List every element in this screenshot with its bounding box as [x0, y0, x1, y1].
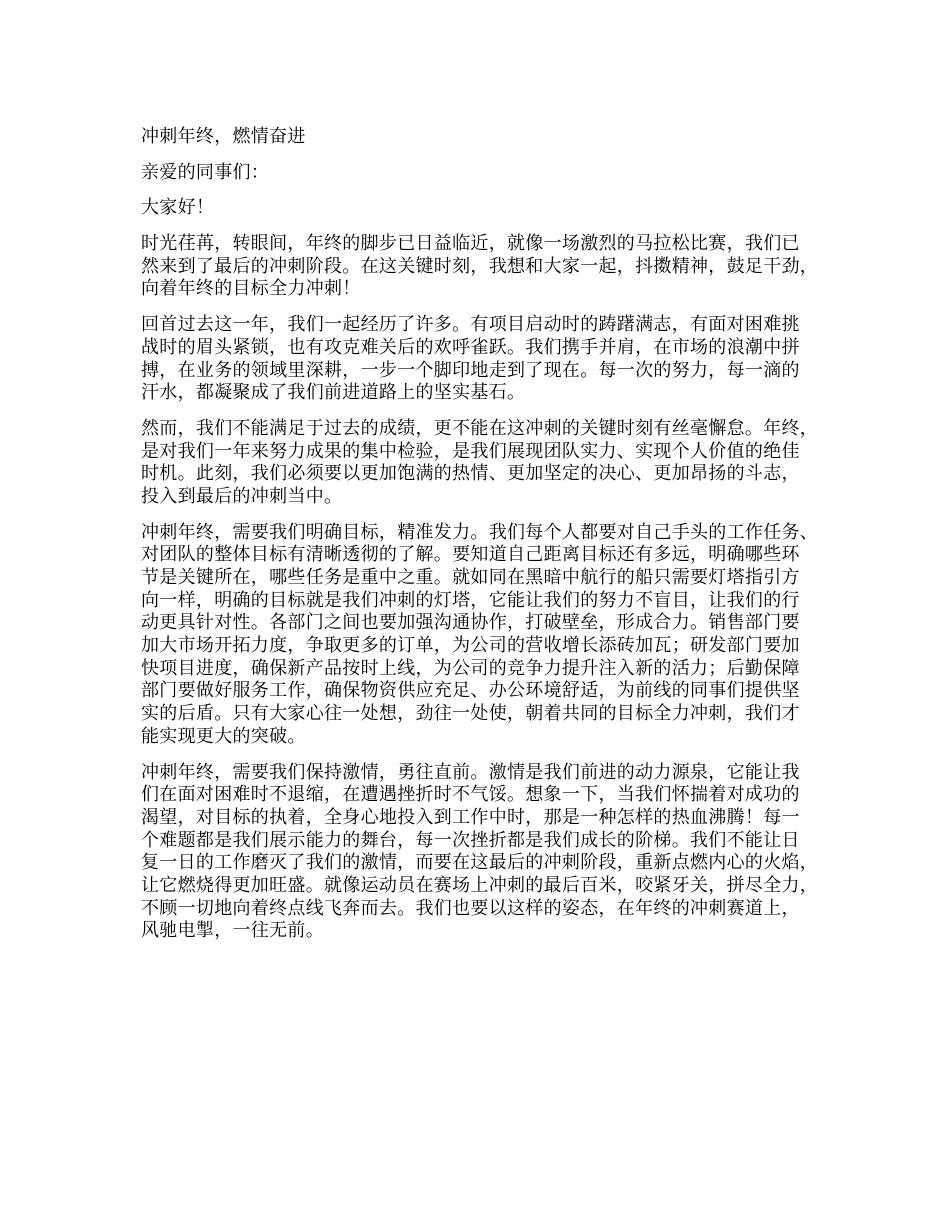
salutation	[141, 162, 841, 185]
document-body	[141, 126, 841, 956]
paragraph-line: 让它燃烧得更加旺盛。就像运动员在赛场上冲刺的最后百米，咬紧牙关，拼尽全力，	[141, 874, 819, 896]
paragraph-line: 们在面对困难时不退缩，在遭遇挫折时不气馁。想象一下，当我们怀揣着对成功的	[141, 784, 800, 806]
paragraph-line: 投入到最后的冲刺当中。	[141, 485, 343, 507]
paragraph-line: 搏，在业务的领域里深耕，一步一个脚印地走到了现在。每一次的努力，每一滴的	[141, 359, 800, 381]
paragraph-line: 复一日的工作磨灭了我们的激情，而要在这最后的冲刺阶段，重新点燃内心的火焰，	[141, 852, 819, 874]
paragraph-line: 向着年终的目标全力冲刺！	[141, 278, 361, 300]
paragraph	[141, 762, 841, 944]
paragraph	[141, 522, 841, 749]
greeting	[141, 197, 841, 220]
paragraph-line: 不顾一切地向着终点线飞奔而去。我们也要以这样的姿态，在年终的冲刺赛道上，	[141, 897, 800, 919]
paragraph-line: 风驰电掣，一往无前。	[141, 920, 324, 942]
paragraph	[141, 233, 841, 301]
paragraph-line: 然而，我们不能满足于过去的成绩，更不能在这冲刺的关键时刻有丝毫懈怠。年终，	[141, 417, 819, 439]
document-title	[141, 126, 841, 149]
paragraph-line: 动更具针对性。各部门之间也要加强沟通协作，打破壁垒，形成合力。销售部门要	[141, 612, 800, 634]
paragraph	[141, 418, 841, 509]
paragraph-line: 实的后盾。只有大家心往一处想，劲往一处使，朝着共同的目标全力冲刺，我们才	[141, 703, 800, 725]
paragraph-line: 能实现更大的突破。	[141, 725, 306, 747]
paragraph-line: 部门要做好服务工作，确保物资供应充足、办公环境舒适，为前线的同事们提供坚	[141, 680, 800, 702]
paragraph-line: 汗水，都凝聚成了我们前进道路上的坚实基石。	[141, 382, 526, 404]
paragraph-line: 时机。此刻，我们必须要以更加饱满的热情、更加坚定的决心、更加昂扬的斗志，	[141, 463, 800, 485]
paragraph-line: 是对我们一年来努力成果的集中检验，是我们展现团队实力、实现个人价值的绝佳	[141, 440, 800, 462]
paragraph-line: 向一样，明确的目标就是我们冲刺的灯塔，它能让我们的努力不盲目，让我们的行	[141, 589, 800, 611]
greeting-line: 大家好！	[141, 197, 215, 219]
paragraph-line: 对团队的整体目标有清晰透彻的了解。要知道自己距离目标还有多远，明确哪些环	[141, 544, 800, 566]
paragraph-line: 节是关键所在，哪些任务是重中之重。就如同在黑暗中航行的船只需要灯塔指引方	[141, 567, 800, 588]
title-line: 冲刺年终，燃情奋进	[141, 126, 306, 147]
paragraph-line: 快项目进度，确保新产品按时上线，为公司的竞争力提升注入新的活力；后勤保障	[141, 657, 800, 679]
paragraph-line: 回首过去这一年，我们一起经历了许多。有项目启动时的踌躇满志，有面对困难挑	[141, 314, 800, 336]
body-paragraphs	[141, 233, 841, 943]
paragraph-line: 时光荏苒，转眼间，年终的脚步已日益临近，就像一场激烈的马拉松比赛，我们已	[141, 233, 800, 255]
paragraph-line: 冲刺年终，需要我们明确目标，精准发力。我们每个人都要对自己手头的工作任务、	[141, 521, 819, 543]
salutation-line: 亲爱的同事们：	[141, 161, 270, 183]
paragraph-line: 然来到了最后的冲刺阶段。在这关键时刻，我想和大家一起，抖擞精神，鼓足干劲，	[141, 255, 819, 277]
paragraph-line: 渴望，对目标的执着，全身心地投入到工作中时，那是一种怎样的热血沸腾！每一	[141, 806, 800, 828]
paragraph-line: 冲刺年终，需要我们保持激情，勇往直前。激情是我们前进的动力源泉，它能让我	[141, 761, 800, 783]
paragraph-line: 加大市场开拓力度，争取更多的订单，为公司的营收增长添砖加瓦；研发部门要加	[141, 635, 800, 657]
paragraph-line: 战时的眉头紧锁，也有攻克难关后的欢呼雀跃。我们携手并肩，在市场的浪潮中拼	[141, 336, 800, 358]
paragraph	[141, 314, 841, 405]
paragraph-line: 个难题都是我们展示能力的舞台，每一次挫折都是我们成长的阶梯。我们不能让日	[141, 829, 800, 851]
